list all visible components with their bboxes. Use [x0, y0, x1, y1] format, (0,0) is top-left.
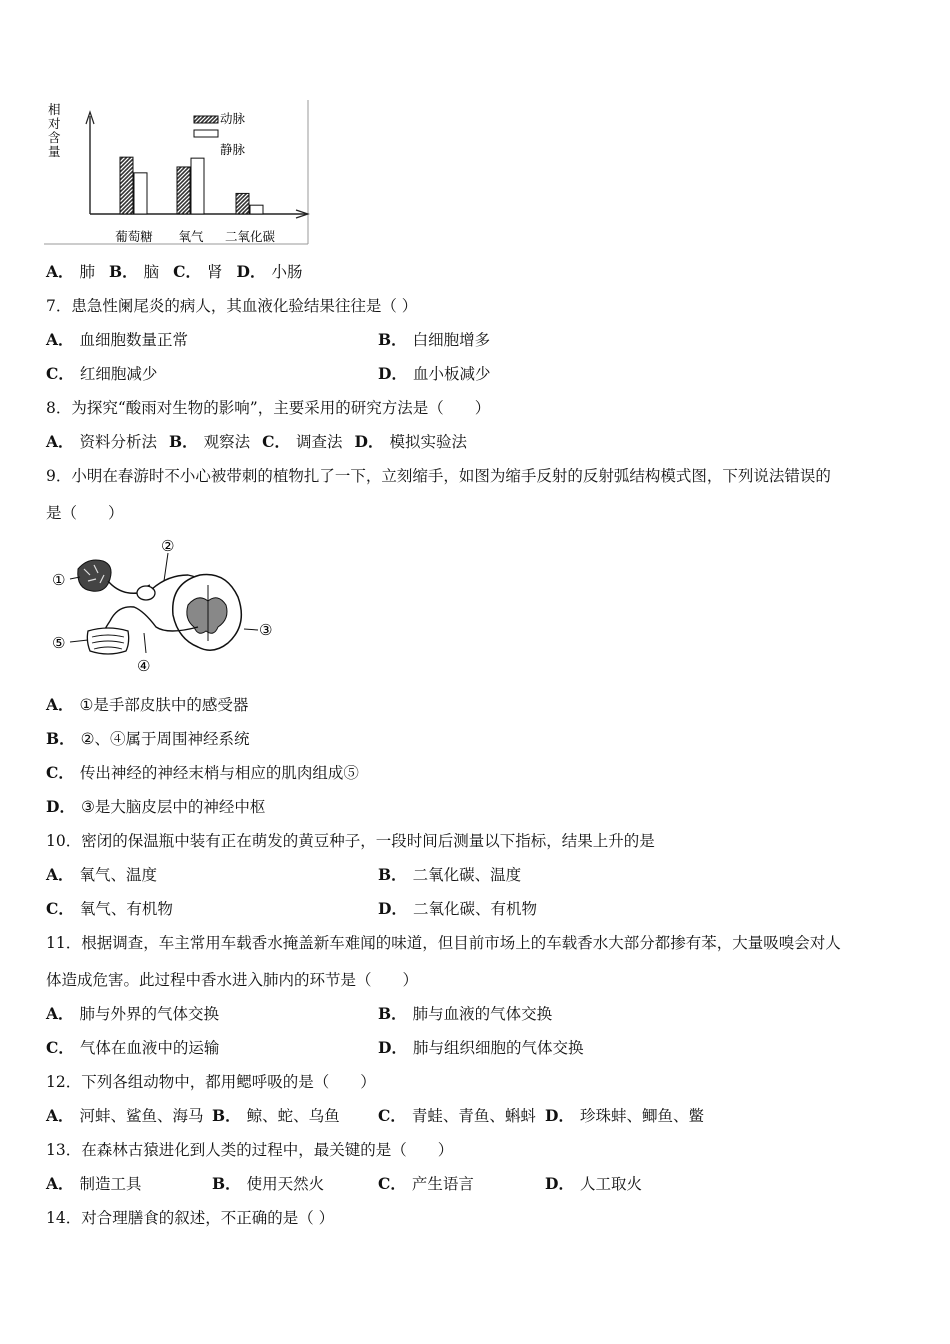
q12-option-b-text: 鲸、蛇、乌鱼 — [246, 1107, 340, 1125]
q9-stem-line2: 是（ ） — [46, 504, 124, 522]
q12-option-a-text: 河蚌、鲨鱼、海马 — [79, 1107, 204, 1125]
q10-option-d-label: D． — [378, 899, 407, 918]
q8-option-d-label: D． — [354, 432, 384, 451]
q8-options — [46, 432, 467, 452]
q7-option-b-text: 白细胞增多 — [412, 331, 491, 349]
q7-option-c-text: 红细胞减少 — [79, 365, 158, 383]
q9-option-d — [46, 797, 265, 817]
reflex-arc-svg — [48, 535, 278, 680]
q10-option-a-text: 氧气、温度 — [79, 866, 158, 884]
q9-option-a-text: ①是手部皮肤中的感受器 — [79, 696, 249, 714]
figure-label-5: ⑤ — [52, 634, 66, 652]
q7-option-d — [378, 364, 490, 384]
bar-chart — [40, 96, 315, 248]
q7-option-c-label: C． — [46, 364, 74, 383]
q9-option-a-label: A． — [46, 695, 74, 714]
q11-option-a-text: 肺与外界的气体交换 — [79, 1005, 220, 1023]
reflex-arc-figure — [48, 535, 278, 680]
q6-options — [46, 262, 303, 282]
bar-vein-0 — [134, 173, 147, 214]
q6-option-b-text: 脑 — [143, 263, 160, 281]
q11-option-c — [46, 1038, 219, 1058]
q6-option-c-label: C． — [173, 262, 202, 281]
q7-option-a-text: 血细胞数量正常 — [79, 331, 189, 349]
q11-option-c-text: 气体在血液中的运输 — [79, 1039, 220, 1057]
q12-option-a-label: A． — [46, 1106, 74, 1125]
bar-artery-2 — [236, 193, 249, 214]
q13-option-b — [212, 1174, 324, 1194]
legend-swatch-1 — [194, 130, 218, 137]
q9-option-b-label: B． — [46, 729, 75, 748]
legend-swatch-0 — [194, 116, 218, 123]
effector-shape — [87, 628, 128, 654]
q13-option-d-text: 人工取火 — [579, 1175, 642, 1193]
q11-option-b-label: B． — [378, 1004, 407, 1023]
y-axis-label-text: 相对含量 — [48, 102, 61, 159]
q13-option-b-text: 使用天然火 — [246, 1175, 325, 1193]
legend-label-0: 动脉 — [220, 111, 246, 126]
q9-option-c — [46, 763, 359, 783]
q8-option-b-label: B． — [169, 432, 198, 451]
bar-vein-2 — [250, 205, 263, 214]
q13-option-a-label: A． — [46, 1174, 74, 1193]
receptor-shape — [78, 560, 111, 591]
q12-option-a — [46, 1106, 204, 1126]
bar-artery-0 — [120, 157, 133, 214]
q8-option-a-text: 资料分析法 — [79, 433, 158, 451]
q10-option-c-text: 氧气、有机物 — [79, 900, 173, 918]
q11-stem-line2: 体造成危害。此过程中香水进入肺内的环节是（ ） — [46, 971, 419, 989]
q10-option-a-label: A． — [46, 865, 74, 884]
q10-option-a — [46, 865, 157, 885]
q13-option-d-label: D． — [545, 1174, 574, 1193]
q11-option-d — [378, 1038, 583, 1058]
q12-option-d-text: 珍珠蚌、鲫鱼、鳖 — [579, 1107, 704, 1125]
q6-option-d-text: 小肠 — [271, 263, 303, 281]
q12-option-d-label: D． — [545, 1106, 574, 1125]
figure-label-4: ④ — [137, 657, 151, 675]
q7-stem: 7．患急性阑尾炎的病人，其血液化验结果往往是（ ） — [46, 297, 418, 315]
q9-option-b — [46, 729, 250, 749]
figure-label-3: ③ — [259, 621, 273, 639]
x-tick-label-2: 二氧化碳 — [224, 229, 276, 244]
q8-option-d-text: 模拟实验法 — [389, 433, 467, 451]
q10-option-b — [378, 865, 521, 885]
q8-option-c-text: 调查法 — [296, 433, 343, 451]
q11-option-c-label: C． — [46, 1038, 74, 1057]
q8-option-b-text: 观察法 — [203, 433, 251, 451]
q6-option-c-text: 肾 — [207, 263, 223, 281]
x-tick-label-1: 氧气 — [178, 229, 204, 244]
q9-option-b-text: ②、④属于周围神经系统 — [80, 730, 250, 748]
q10-option-d — [378, 899, 537, 919]
q11-option-d-text: 肺与组织细胞的气体交换 — [412, 1039, 584, 1057]
q11-option-b — [378, 1004, 552, 1024]
q9-stem-line1: 9．小明在春游时不小心被带刺的植物扎了一下，立刻缩手，如图为缩手反射的反射弧结构模式图，下列说法错误的 — [46, 467, 831, 485]
q13-stem: 13．在森林古猿进化到人类的过程中，最关键的是（ ） — [46, 1141, 454, 1159]
q14-stem: 14．对合理膳食的叙述，不正确的是（ ） — [46, 1209, 335, 1227]
q11-option-a-label: A． — [46, 1004, 74, 1023]
bar-artery-1 — [177, 167, 190, 214]
q11-option-d-label: D． — [378, 1038, 407, 1057]
q8-option-c-label: C． — [262, 432, 291, 451]
q7-option-a — [46, 330, 188, 350]
q7-option-a-label: A． — [46, 330, 74, 349]
q11-stem-line1: 11．根据调查，车主常用车载香水掩盖新车难闻的味道，但目前市场上的车载香水大部分都掺有苯，大量吸嗅会对人 — [46, 934, 841, 952]
q11-option-a — [46, 1004, 219, 1024]
figure-label-2: ② — [161, 537, 175, 555]
q6-option-b-label: B． — [109, 262, 138, 281]
q10-option-c — [46, 899, 173, 919]
y-axis-label — [48, 102, 61, 159]
q13-option-c-label: C． — [378, 1174, 406, 1193]
spinal-cord-shape — [173, 574, 242, 650]
q12-option-b — [212, 1106, 340, 1126]
q12-option-c-label: C． — [378, 1106, 406, 1125]
q9-option-d-label: D． — [46, 797, 75, 816]
q12-option-d — [545, 1106, 704, 1126]
q6-option-d-label: D． — [236, 262, 266, 281]
q10-option-b-label: B． — [378, 865, 407, 884]
figure-label-1: ① — [52, 571, 66, 589]
q9-option-c-label: C． — [46, 763, 74, 782]
q8-stem: 8．为探究“酸雨对生物的影响”，主要采用的研究方法是（ ） — [46, 399, 491, 417]
bar-chart-svg — [40, 96, 315, 248]
q9-option-c-text: 传出神经的神经末梢与相应的肌肉组成⑤ — [79, 764, 359, 782]
q13-option-c-text: 产生语言 — [411, 1175, 474, 1193]
q10-option-d-text: 二氧化碳、有机物 — [412, 900, 537, 918]
q7-option-b — [378, 330, 490, 350]
q13-option-a — [46, 1174, 142, 1194]
q7-option-b-label: B． — [378, 330, 407, 349]
q9-option-d-text: ③是大脑皮层中的神经中枢 — [80, 798, 266, 816]
q13-option-b-label: B． — [212, 1174, 241, 1193]
q7-option-d-text: 血小板减少 — [412, 365, 491, 383]
q8-option-a-label: A． — [46, 432, 74, 451]
q12-stem: 12．下列各组动物中，都用鳃呼吸的是（ ） — [46, 1073, 376, 1091]
q13-option-c — [378, 1174, 474, 1194]
q7-option-d-label: D． — [378, 364, 407, 383]
q10-option-c-label: C． — [46, 899, 74, 918]
q10-stem: 10．密闭的保温瓶中装有正在萌发的黄豆种子，一段时间后测量以下指标，结果上升的是 — [46, 832, 655, 850]
q12-option-c — [378, 1106, 536, 1126]
q6-option-a-label: A． — [46, 262, 74, 281]
q11-option-b-text: 肺与血液的气体交换 — [412, 1005, 553, 1023]
q12-option-c-text: 青蛙、青鱼、蝌蚪 — [411, 1107, 536, 1125]
q13-option-a-text: 制造工具 — [79, 1175, 142, 1193]
q13-option-d — [545, 1174, 642, 1194]
q10-option-b-text: 二氧化碳、温度 — [412, 866, 522, 884]
x-tick-label-0: 葡萄糖 — [115, 229, 153, 244]
legend-label-1: 静脉 — [220, 142, 246, 157]
q7-option-c — [46, 364, 157, 384]
bar-vein-1 — [191, 158, 204, 214]
q6-option-a-text: 肺 — [79, 263, 96, 281]
q9-option-a — [46, 695, 248, 715]
q12-option-b-label: B． — [212, 1106, 241, 1125]
